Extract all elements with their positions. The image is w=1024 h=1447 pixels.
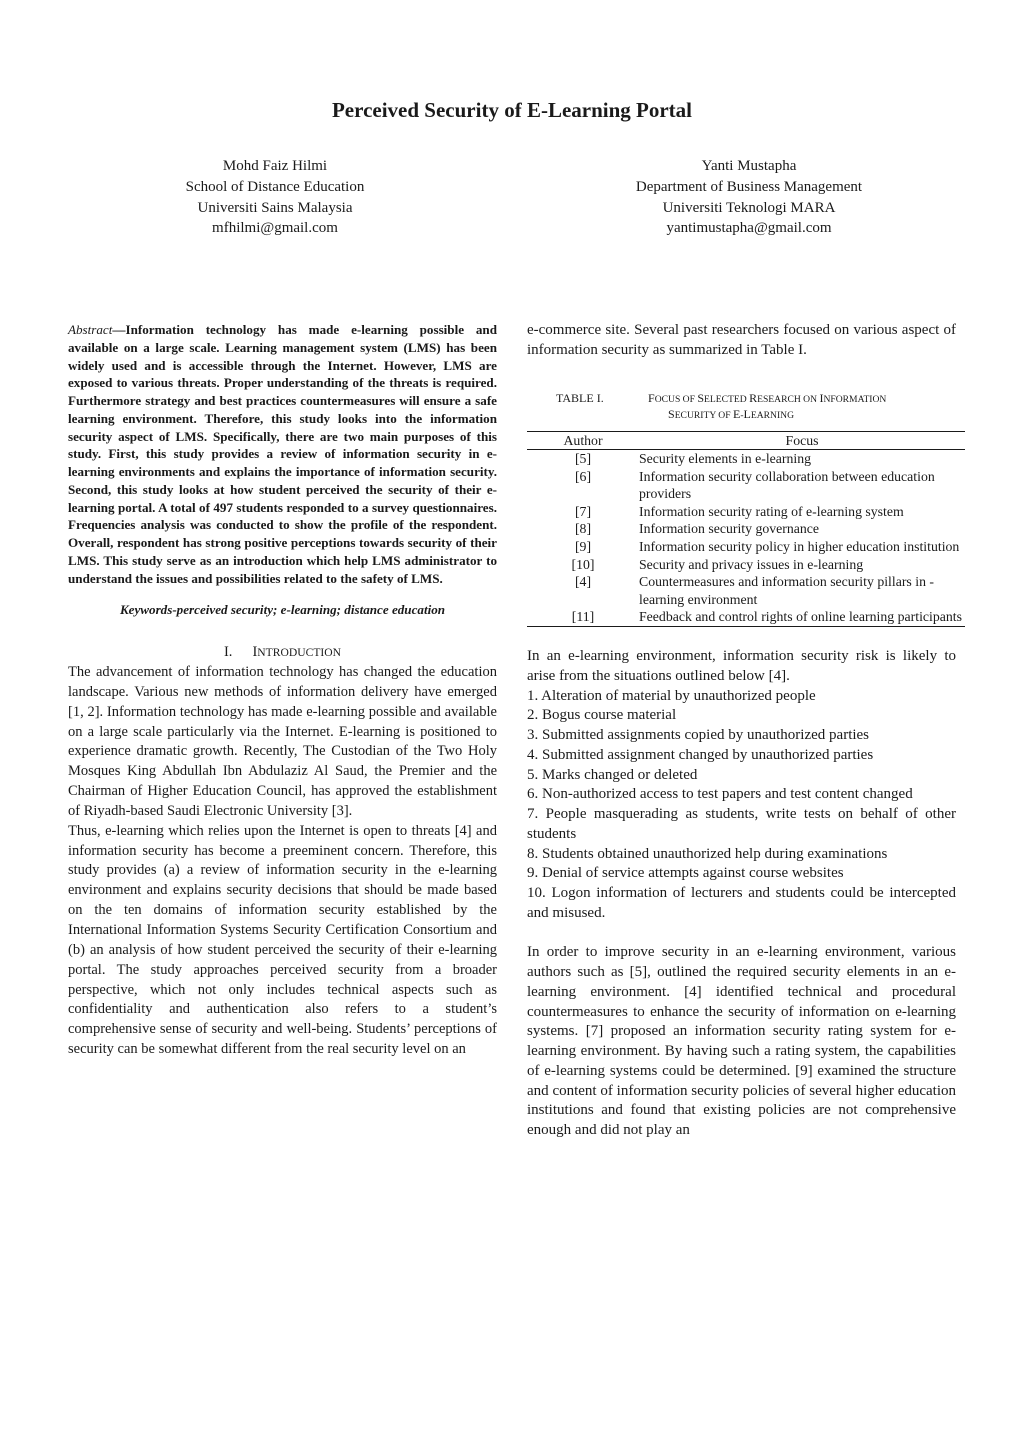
risk-item: 4. Submitted assignment changed by unauthorized parties bbox=[527, 746, 874, 763]
caption-initial: L bbox=[743, 406, 751, 421]
risk-item: 6. Non-authorized access to test papers and test content changed bbox=[527, 786, 913, 803]
table-cell-focus: Security elements in e-learning bbox=[639, 451, 812, 467]
table-row bbox=[527, 538, 965, 556]
table-row bbox=[527, 573, 965, 608]
final-paragraph: In order to improve security in an e-learning environment, various authors such as [5], outlined the required security elements in an e-learning environment. [4] identified technical and procedural countermeasures to enhance the security of information on e-learning systems. [7] proposed an information security rating system for e-learning environment. By having such a rating system, the capabilities of e-learning systems could be determined. [9] examined the structure and content of information security policies of several higher education institutions and found that existing policies are not comprehensive enough and did not play an bbox=[527, 944, 956, 1139]
author-department: School of Distance Education bbox=[185, 178, 365, 195]
risk-item: 3. Submitted assignments copied by unauthorized parties bbox=[527, 727, 870, 744]
caption-rest: ELECTED bbox=[704, 393, 750, 405]
author-department: Department of Business Management bbox=[635, 178, 863, 195]
table-body bbox=[527, 450, 965, 627]
risk-item: 5. Marks changed or deleted bbox=[527, 766, 698, 783]
table-row bbox=[527, 520, 965, 538]
table-cell-focus: Information security collaboration between education providers bbox=[639, 468, 935, 502]
table-cell-author: [11] bbox=[571, 609, 595, 625]
keywords: Keywords-perceived security; e-learning; distance education bbox=[119, 602, 446, 618]
abstract bbox=[68, 321, 497, 587]
table-cell-author: [5] bbox=[574, 451, 592, 467]
table-cell-author: [10] bbox=[571, 556, 595, 572]
caption-initial: E bbox=[732, 406, 741, 421]
table-cell-focus: Information security governance bbox=[639, 521, 820, 537]
section-number: I. bbox=[223, 644, 233, 660]
table-header-row bbox=[527, 431, 965, 450]
table-caption bbox=[527, 391, 956, 421]
table-number: TABLE I. bbox=[556, 390, 604, 405]
risk-list bbox=[527, 687, 956, 924]
table-header-focus: Focus bbox=[785, 432, 819, 448]
caption-rest: NFORMATION bbox=[823, 393, 887, 405]
table-row bbox=[527, 468, 965, 503]
table-cell-focus: Information security policy in higher education institution bbox=[639, 539, 960, 555]
table-cell-author: [9] bbox=[574, 539, 592, 555]
caption-rest: EARNING bbox=[750, 409, 795, 421]
section-title-rest: NTRODUCTION bbox=[257, 646, 342, 659]
author-institution: Universiti Teknologi MARA bbox=[662, 199, 836, 216]
table-cell-focus: Security and privacy issues in e-learning bbox=[639, 556, 864, 572]
risk-item: 7. People masquerading as students, write tests on behalf of other students bbox=[527, 806, 956, 842]
risk-section bbox=[527, 647, 956, 1141]
author-name: Yanti Mustapha bbox=[701, 158, 797, 174]
table-cell-focus: Countermeasures and information security pillars in -learning environment bbox=[639, 574, 935, 607]
section-title-initial: I bbox=[252, 644, 258, 660]
caption-initial: F bbox=[648, 390, 655, 405]
table-title bbox=[648, 391, 948, 423]
author-block-1 bbox=[105, 156, 445, 239]
author-name: Mohd Faiz Hilmi bbox=[222, 158, 328, 174]
author-email: yantimustapha@gmail.com bbox=[666, 220, 832, 237]
table-cell-focus: Information security rating of e-learning system bbox=[639, 503, 904, 519]
risk-item: 10. Logon information of lecturers and students could be intercepted and misused. bbox=[527, 885, 956, 921]
abstract-dash: — bbox=[112, 322, 126, 337]
table-row bbox=[527, 450, 965, 468]
risk-intro: In an e-learning environment, information security risk is likely to arise from the situations outlined below [4]. bbox=[527, 648, 956, 684]
table-row bbox=[527, 556, 965, 574]
table-cell-author: [4] bbox=[574, 574, 592, 590]
author-institution: Universiti Sains Malaysia bbox=[197, 199, 353, 216]
table-header-author: Author bbox=[563, 432, 603, 448]
caption-rest: ESEARCH ON bbox=[757, 393, 820, 405]
caption-initial: S bbox=[668, 406, 675, 421]
section-heading-introduction bbox=[68, 642, 497, 663]
table-cell-author: [6] bbox=[574, 468, 592, 484]
risk-item: 8. Students obtained unauthorized help during examinations bbox=[527, 845, 888, 862]
table-row bbox=[527, 503, 965, 521]
abstract-text: Information technology has made e-learning possible and available on a large scale. Learning management system (LMS) has been widely used and is accessible through the Internet. However, LMS are exposed to various threats. Proper understanding of the threats is required. Furthermore strategy and best practices countermeasures will ensure a safe learning environment. Therefore, this study looks into the information security aspect of LMS. Specifically, there are two main purposes of this study. First, this study provides a review of information security in e-learning environments and explains the importance of information security. Second, this study looks at how student perceived the security of their e-learning portal. A total of 497 students responded to a survey questionnaires. Frequencies analysis was conducted to show the profile of the respondent. Overall, respondent has strong positive perceptions towards security of their LMS. This study serve as an introduction which help LMS administrator to understand the issues and possibilities related to the safety of LMS. bbox=[68, 322, 497, 586]
paper-title: Perceived Security of E-Learning Portal bbox=[331, 98, 693, 122]
left-column bbox=[68, 321, 497, 1060]
caption-initial: S bbox=[697, 390, 705, 405]
table-title-line bbox=[648, 407, 948, 423]
table-cell-author: [8] bbox=[574, 521, 592, 537]
caption-rest: OCUS OF bbox=[654, 393, 698, 405]
table-cell-author: [7] bbox=[574, 503, 592, 519]
risk-item: 2. Bogus course material bbox=[527, 707, 677, 724]
table-title-line bbox=[648, 391, 886, 405]
caption-initial: I bbox=[819, 390, 824, 405]
research-focus-table bbox=[527, 431, 965, 628]
author-block-2 bbox=[579, 156, 919, 239]
author-email: mfhilmi@gmail.com bbox=[212, 220, 338, 237]
table-cell-focus: Feedback and control rights of online learning participants bbox=[639, 609, 962, 625]
risk-item: 1. Alteration of material by unauthorized people bbox=[527, 687, 816, 704]
intro-paragraph: The advancement of information technology has changed the education landscape. Various new methods of information delivery have emerged [1, 2]. Information technology has made e-learning possible and available on a large scale particularly via the Internet. E-learning is positioned to experience dramatic growth. Recently, The Custodian of the Two Holy Mosques King Abdullah Ibn Abdulaziz Al Saud, the Premier and the Chairman of Higher Education Council, has approved the establishment of Riyadh-based Saudi Electronic University [3]. bbox=[68, 664, 497, 819]
right-intro-paragraph: e-commerce site. Several past researchers focused on various aspect of information security as summarized in Table I. bbox=[527, 322, 956, 358]
intro-paragraph: Thus, e-learning which relies upon the Internet is open to threats [4] and information security has become a preeminent concern. Therefore, this study provides (a) a review of information security in the e-learning environment and explains security decisions that should be made based on the ten domains of information security established by the International Information Systems Security Certification Consortium and (b) an analysis of how student perceived the security of their e-learning portal. The study approaches perceived security from a broader perspective, which not only includes technical aspects such as confidentiality and authentication also refers to a student’s comprehensive sense of security and well-being. Students’ perceptions of security can be somewhat different from the real security level on an bbox=[68, 822, 497, 1058]
caption-initial: R bbox=[749, 390, 758, 405]
table-row bbox=[527, 608, 965, 626]
caption-rest: - bbox=[740, 409, 744, 421]
right-column bbox=[527, 321, 962, 1141]
risk-item: 9. Denial of service attempts against course websites bbox=[527, 865, 844, 882]
caption-rest: ECURITY OF bbox=[674, 409, 733, 421]
abstract-label: Abstract bbox=[68, 322, 113, 337]
